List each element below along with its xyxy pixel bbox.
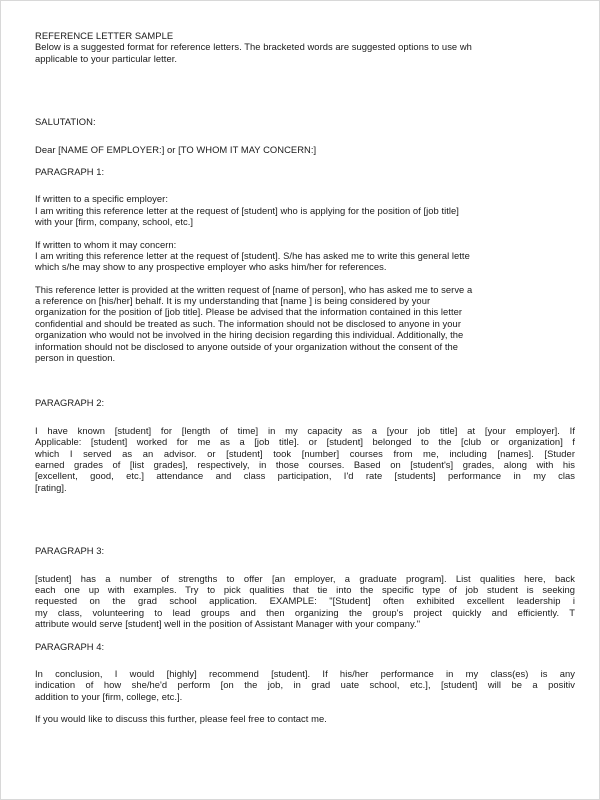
p1-request-line: confidential and should be treated as such. The information should not be disclosed to anyone in your xyxy=(35,317,461,329)
p1-request-line: person in question. xyxy=(35,352,116,364)
paragraph-3-heading: PARAGRAPH 3: xyxy=(35,545,105,557)
p1-request-line: organization who would not be involved in the hiring decision regarding this individual. Additionally, the xyxy=(35,329,464,341)
p2-line: [excellent, good, etc.] attendance and class participation, I'd rate [students] performance in my clas xyxy=(35,470,575,482)
letter-content xyxy=(35,30,575,724)
p3-line: attribute would serve [student] well in the position of Assistant Manager with your company." xyxy=(35,618,421,630)
salutation-heading: SALUTATION: xyxy=(35,116,96,128)
p1-specific-line: I am writing this reference letter at the request of [student] who is applying for the position of [job title] xyxy=(35,204,459,216)
spacer xyxy=(35,64,575,116)
p1-whom-label: If written to whom it may concern: xyxy=(35,238,177,250)
p4-line: indication of how she/he'd perform [on the job, in grad uate school, etc.], [student] will be a positiv xyxy=(35,679,575,691)
spacer xyxy=(35,409,575,425)
spacer xyxy=(35,155,575,166)
salutation-text: Dear [NAME OF EMPLOYER:] or [TO WHOM IT MAY CONCERN:] xyxy=(35,143,317,155)
p3-line: my class, volunteering to lead groups and then organizing the group's project quickly and efficiently. T xyxy=(35,606,575,618)
p1-specific-label: If written to a specific employer: xyxy=(35,193,168,205)
closing-line: If you would like to discuss this further, please feel free to contact me. xyxy=(35,713,327,725)
spacer xyxy=(35,363,575,397)
p3-line: requested on the grad school application. EXAMPLE: "[Student] often exhibited excellent leadership i xyxy=(35,595,575,607)
p1-request-line: This reference letter is provided at the written request of [name of person], who has asked me to serve a xyxy=(35,283,473,295)
spacer xyxy=(35,702,575,713)
spacer xyxy=(35,557,575,573)
p1-request-line: information should not be disclosed to anyone outside of your organization without the consent of the xyxy=(35,340,459,352)
p1-whom-line: I am writing this reference letter at the request of [student]. S/he has asked me to write this general lette xyxy=(35,249,470,261)
paragraph-4-heading: PARAGRAPH 4: xyxy=(35,640,105,652)
p2-line: earned grades of [list grades], respectively, in those courses. Based on [student's] grades, along with his xyxy=(35,458,575,470)
p1-request-line: a reference on [his/her] behalf. It is my understanding that [name ] is being considered by your xyxy=(35,295,431,307)
spacer xyxy=(35,228,575,239)
p1-whom-line: which s/he may show to any prospective employer who asks him/her for references. xyxy=(35,261,387,273)
paragraph-1-heading: PARAGRAPH 1: xyxy=(35,165,105,177)
spacer xyxy=(35,128,575,144)
intro-line: Below is a suggested format for reference letters. The bracketed words are suggested options to use wh xyxy=(35,41,472,53)
document-title: REFERENCE LETTER SAMPLE xyxy=(35,30,174,41)
spacer xyxy=(35,630,575,641)
intro-line: applicable to your particular letter. xyxy=(35,52,178,64)
spacer xyxy=(35,177,575,193)
p3-line: [student] has a number of strengths to offer [an employer, a graduate program]. List qualities here, back xyxy=(35,572,575,584)
p1-request-line: organization for the position of [job title]. Please be advised that the information contained in this letter xyxy=(35,306,463,318)
p4-line: In conclusion, I would [highly] recommend [student]. If his/her performance in my class(es) is any xyxy=(35,667,575,679)
p2-line: [rating]. xyxy=(35,481,67,493)
p2-line: which I served as an advisor. or [student] took [number] courses from me, including [names]. [Studer xyxy=(35,447,575,459)
p2-line: Applicable: [student] worked for me as a [job title]. or [student] belonged to the [club or organization] f xyxy=(35,436,575,448)
spacer xyxy=(35,493,575,545)
p2-line: I have known [student] for [length of time] in my capacity as a [your job title] at [your employer]. If xyxy=(35,424,575,436)
p1-specific-line: with your [firm, company, school, etc.] xyxy=(35,216,194,228)
p3-line: each one up with examples. Try to pick qualities that tie into the specific type of job student is seeking xyxy=(35,583,575,595)
p4-line: addition to your [firm, college, etc.]. xyxy=(35,690,183,702)
spacer xyxy=(35,652,575,668)
paragraph-2-heading: PARAGRAPH 2: xyxy=(35,397,105,409)
spacer xyxy=(35,273,575,284)
